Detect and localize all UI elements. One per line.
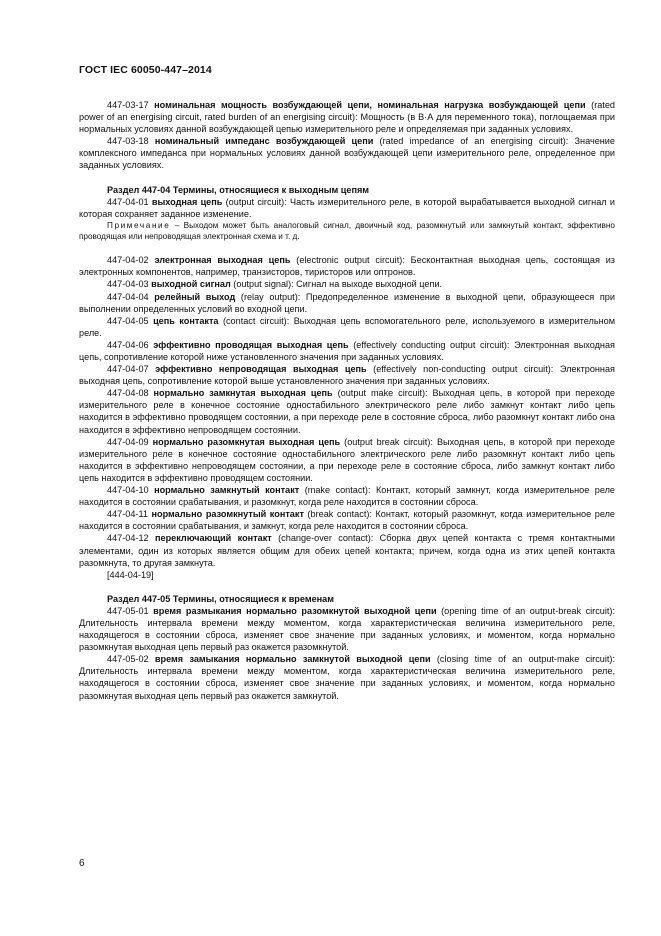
document-body: [79, 99, 615, 702]
entry-number: 447-04-01: [107, 196, 149, 207]
note: [79, 220, 615, 242]
entry-term: релейный выход: [154, 291, 236, 302]
entry-definition: (output circuit): Часть измерительного реле, в которой вырабатывается выходной сигнал и которая сохраняет заданное изменение.: [79, 196, 615, 219]
entry-definition: (rated impedance of an energising circuit): Значение комплексного импеданса при нормальных условиях данной возбуждающей цепи измерительного реле, определенное при заданных условиях.: [79, 136, 615, 171]
term-entry: [79, 278, 615, 290]
entry-term: нормально разомкнутая выходная цепь: [152, 436, 341, 447]
entry-definition: (output make circuit): Выходная цепь, в которой при переходе измерительного реле в конечное состояние одностабильного электрического реле либо замкнут контакт либо цепь находится в эффективно проводящем состоянии, а при переходе реле в состояние сброса, либо разомкнут контакт либо она находится в эффективно непроводящем состоянии.: [79, 388, 615, 435]
entry-definition: (electronic output circuit): Бесконтактная выходная цепь, состоящая из электронных компонентов, например, транзисторов, тиристоров или оптронов.: [79, 255, 615, 278]
term-entry: [79, 532, 615, 568]
entry-definition: (effectively conducting output circuit): Электронная выходная цепь, сопротивление которой ниже установленного значения при заданных условиях.: [79, 339, 615, 362]
term-entry: [79, 436, 615, 484]
term-entry: [79, 387, 615, 435]
entry-term: нормально замкнутая выходная цепь: [153, 388, 333, 399]
term-entry: [79, 196, 615, 220]
entries-group-05: [79, 605, 615, 702]
entries-group-04: [79, 254, 615, 568]
entry-definition: (contact circuit): Выходная цепь вспомогательного реле, используемого в измерительном реле.: [79, 315, 615, 338]
entry-number: 447-05-02: [107, 654, 149, 665]
term-entry: [79, 484, 615, 508]
entries-group-03: [79, 99, 615, 172]
entry-term: эффективно непроводящая выходная цепь: [155, 364, 367, 375]
section-447-05-heading: Раздел 447-05 Термины, относящиеся к временам: [107, 593, 334, 604]
entry-term: цепь контакта: [153, 315, 219, 326]
document-header: ГОСТ IEC 60050-447–2014: [79, 64, 212, 76]
entry-definition: (make contact): Контакт, который замкнут, когда измерительное реле находится в состоянии срабатывания, и разомкнут, когда реле находится в состоянии сброса.: [79, 485, 615, 508]
term-entry: [79, 254, 615, 278]
entry-number: 447-04-02: [107, 255, 149, 266]
entry-number: 447-04-03: [107, 279, 149, 290]
entry-number: 447-04-05: [107, 315, 149, 326]
entry-number: 447-04-10: [107, 485, 149, 496]
entry-definition: (relay output): Предопределенное изменение в выходной цепи, образующееся при выполнении определенных условий во входной цепи.: [79, 291, 615, 314]
term-entry: [79, 363, 615, 387]
term-entry: [79, 135, 615, 171]
entry-definition: (closing time of an output-make circuit): Длительность интервала времени между моментом, когда характеристическая величина измерительного реле, находящегося в состоянии сброса, изменяет свое значение при заданных условиях, и моментом, когда нормально разомкнутая выходная цепь первый раз окажется замкнутой.: [79, 654, 615, 701]
entry-definition: (opening time of an output-break circuit): Длительность интервала времени между моментом, когда характеристическая величина измерительного реле, находящегося в состоянии сброса, изменяет свое значение при заданных условиях, и моментом, когда нормально разомкнутая выходная цепь первый раз окажется разомкнутой.: [79, 605, 615, 653]
term-entry: [79, 508, 615, 532]
entry-number: 447-04-09: [107, 436, 149, 447]
entry-term: выходной сигнал: [151, 279, 231, 290]
term-entry: [79, 291, 615, 315]
term-entry: [79, 339, 615, 363]
entry-term: номинальный импеданс возбуждающей цепи: [154, 136, 374, 147]
entry-number: 447-04-11: [107, 509, 148, 520]
entry-number: 447-03-18: [107, 136, 149, 147]
entry-term: эффективно проводящая выходная цепь: [153, 339, 349, 350]
entry-number: 447-04-07: [107, 364, 149, 375]
entry-definition: (output signal): Сигнал на выходе выходной цепи.: [230, 279, 443, 290]
entry-number: 447-04-08: [107, 388, 149, 399]
entry-term: выходная цепь: [151, 196, 223, 207]
entry-term: нормально замкнутый контакт: [154, 485, 300, 496]
entry-term: время замыкания нормально замкнутой выходной цепи: [154, 654, 431, 665]
note-text: – Выходом может быть аналоговый сигнал, двоичный код, разомкнутый или замкнутый контакт, эффективно проводящая или непроводящая электронная схема и т. д.: [79, 220, 615, 242]
entry-definition: (change-over contact): Сборка двух цепей контакта с тремя контактными элементами, один из которых является общим для обеих цепей контакта; причем, когда одна из этих цепей контакта разомкнута, то другая замкнута.: [79, 533, 615, 568]
entry-term: номинальная мощность возбуждающей цепи, номинальная нагрузка возбуждающей цепи: [154, 100, 586, 110]
reference: [444-04-19]: [107, 569, 154, 580]
entry-term: нормально разомкнутый контакт: [151, 509, 304, 520]
entry-definition: (output break circuit): Выходная цепь, в которой при переходе измерительного реле в конечное состояние одностабильного электрического реле либо разомкнут контакт либо цепь находится в эффективно непроводящем состоянии, а при переходе реле в состояние сброса, либо замкнут контакт либо цепь находится в эффективно проводящем состоянии.: [79, 436, 615, 483]
entry-number: 447-05-01: [107, 605, 149, 616]
entry-definition: (rated power of an energising circuit, rated burden of an energising circuit): Мощность (в В·А для переменного тока), поглощаемая при нормальных условиях данной возбуждающей цепью измерительного реле и определяемая при заданных условиях.: [79, 100, 615, 135]
entry-number: 447-04-12: [107, 533, 149, 544]
entry-definition: (break contact): Контакт, который разомкнут, когда измерительное реле находится в состоянии срабатывания, и замкнут, когда реле находится в состоянии сброса.: [79, 509, 615, 532]
term-entry: [79, 653, 615, 701]
entry-number: 447-03-17: [107, 100, 149, 110]
entry-definition: (effectively non-conducting output circuit): Электронная выходная цепь, сопротивление которой выше установленного значения при заданных условиях.: [79, 364, 615, 387]
entry-term: время размыкания нормально разомкнутой выходной цепи: [153, 605, 437, 616]
page-number: 6: [79, 858, 85, 869]
term-entry: [79, 605, 615, 653]
term-entry: [79, 99, 615, 135]
entry-term: электронная выходная цепь: [154, 255, 291, 266]
term-entry: [79, 315, 615, 339]
note-label: Примечание: [107, 220, 171, 230]
section-447-04-heading: Раздел 447-04 Термины, относящиеся к выходным цепям: [107, 184, 370, 195]
entry-term: переключающий контакт: [155, 533, 272, 544]
entry-number: 447-04-04: [107, 291, 149, 302]
entry-number: 447-04-06: [107, 339, 149, 350]
